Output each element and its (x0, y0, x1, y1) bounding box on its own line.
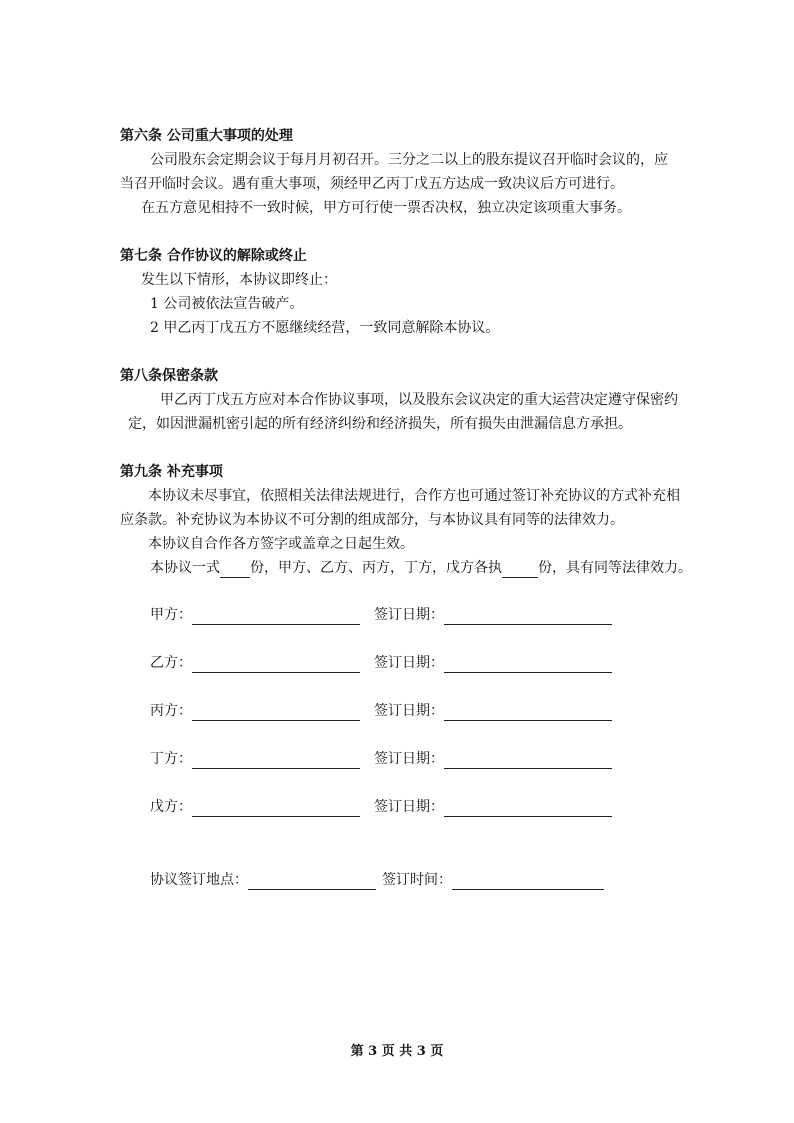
article-6-paragraph-2: 在五方意见相持不一致时候，甲方可行使一票否决权，独立决定该项重大事务。 (141, 200, 631, 216)
article-9-paragraph-2: 本协议自合作各方签字或盖章之日起生效。 (148, 536, 414, 552)
signing-place-time-row (150, 870, 604, 890)
article-7-title: 第七条 合作协议的解除或终止 (120, 248, 307, 264)
copies-text-1: 本协议一式 (150, 560, 220, 576)
place-label: 协议签订地点： (150, 872, 248, 888)
article-6-paragraph-1b: 当召开临时会议。遇有重大事项，须经甲乙丙丁戊五方达成一致决议后方可进行。 (120, 176, 624, 192)
signature-row-jia (150, 605, 612, 625)
time-label: 签订时间： (382, 872, 452, 888)
party-label: 戊方： (150, 799, 192, 815)
signature-row-wu (150, 797, 612, 817)
date-label: 签订日期： (374, 607, 444, 623)
article-7-item-2: 2 甲乙丙丁戊五方不愿继续经营，一致同意解除本协议。 (150, 320, 500, 336)
date-signature-line[interactable] (444, 657, 612, 673)
party-signature-line[interactable] (192, 753, 360, 769)
article-9-paragraph-3 (150, 558, 692, 578)
date-label: 签订日期： (374, 751, 444, 767)
article-7-item-1: 1 公司被依法宣告破产。 (150, 296, 304, 312)
article-8-paragraph-1a: 甲乙丙丁戊五方应对本合作协议事项，以及股东会议决定的重大运营决定遵守保密约 (160, 392, 678, 408)
article-9-title: 第九条 补充事项 (120, 464, 223, 480)
article-7-intro: 发生以下情形，本协议即终止： (141, 272, 337, 288)
article-8-paragraph-1b: 定，如因泄漏机密引起的所有经济纠纷和经济损失，所有损失由泄漏信息方承担。 (128, 416, 632, 432)
article-6-title: 第六条 公司重大事项的处理 (120, 128, 293, 144)
party-signature-line[interactable] (192, 657, 360, 673)
place-line[interactable] (248, 874, 376, 890)
party-signature-line[interactable] (192, 801, 360, 817)
article-6-paragraph-1a: 公司股东会定期会议于每月月初召开。三分之二以上的股东提议召开临时会议的，应 (150, 152, 668, 168)
article-8-title: 第八条保密条款 (120, 368, 218, 384)
signature-row-yi (150, 653, 612, 673)
date-label: 签订日期： (374, 799, 444, 815)
party-label: 甲方： (150, 607, 192, 623)
party-label: 乙方： (150, 655, 192, 671)
copies-each-blank[interactable] (502, 563, 538, 578)
party-label: 丙方： (150, 703, 192, 719)
copies-text-2: 份，甲方、乙方、丙方，丁方，戊方各执 (250, 560, 502, 576)
party-signature-line[interactable] (192, 705, 360, 721)
article-9-paragraph-1b: 应条款。补充协议为本协议不可分割的组成部分，与本协议具有同等的法律效力。 (120, 512, 624, 528)
page-footer: 第 3 页 共 3 页 (350, 1044, 444, 1059)
date-label: 签订日期： (374, 655, 444, 671)
date-signature-line[interactable] (444, 705, 612, 721)
signature-row-ding (150, 749, 612, 769)
time-line[interactable] (452, 874, 604, 890)
date-signature-line[interactable] (444, 753, 612, 769)
party-signature-line[interactable] (192, 609, 360, 625)
date-signature-line[interactable] (444, 801, 612, 817)
date-label: 签订日期： (374, 703, 444, 719)
signature-row-bing (150, 701, 612, 721)
copies-total-blank[interactable] (220, 563, 250, 578)
date-signature-line[interactable] (444, 609, 612, 625)
copies-text-3: 份，具有同等法律效力。 (538, 560, 692, 576)
party-label: 丁方： (150, 751, 192, 767)
article-9-paragraph-1a: 本协议未尽事宜，依照相关法律法规进行，合作方也可通过签订补充协议的方式补充相 (148, 488, 680, 504)
